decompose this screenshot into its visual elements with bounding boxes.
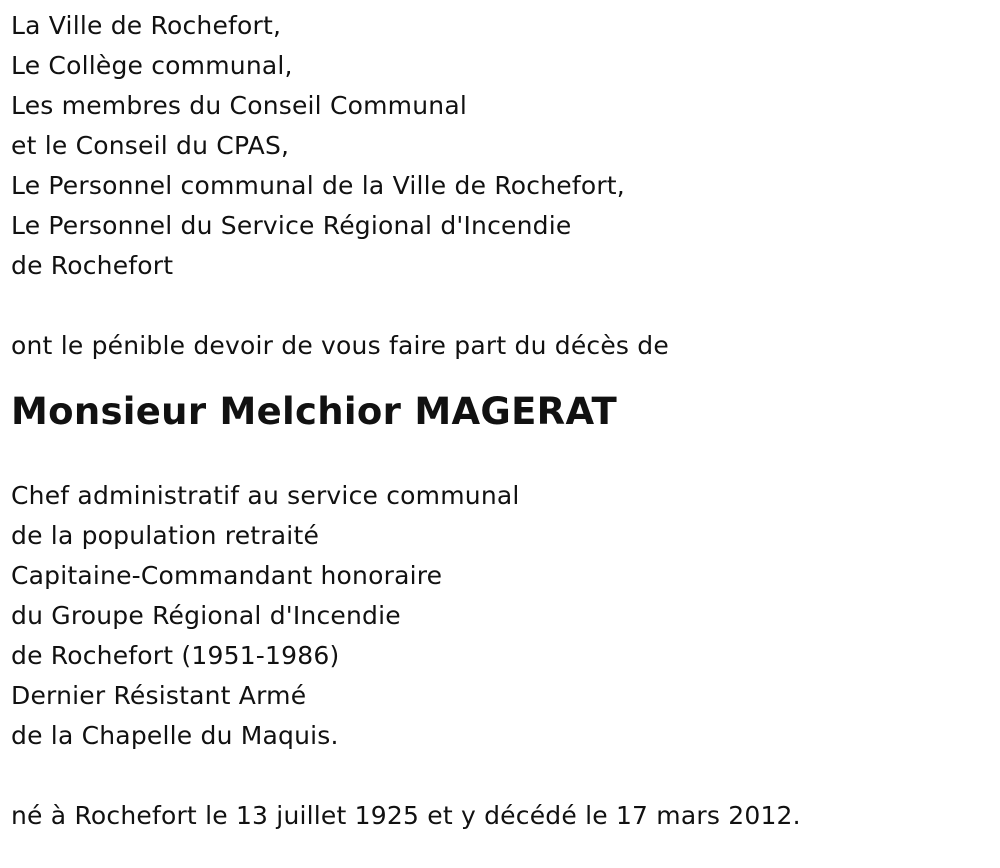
sender-line: Les membres du Conseil Communal	[11, 91, 467, 120]
titles-block	[11, 476, 991, 756]
title-line: Chef administratif au service communal	[11, 481, 520, 510]
sender-line: de Rochefort	[11, 251, 174, 280]
sender-line: Le Personnel communal de la Ville de Rochefort,	[11, 171, 625, 200]
sender-line: Le Collège communal,	[11, 51, 293, 80]
spacer	[11, 756, 991, 796]
deceased-name: Monsieur Melchior MAGERAT	[11, 390, 618, 433]
sender-line: La Ville de Rochefort,	[11, 11, 282, 40]
sender-line: et le Conseil du CPAS,	[11, 131, 290, 160]
title-line: Dernier Résistant Armé	[11, 681, 307, 710]
spacer	[11, 286, 991, 326]
birth-death-text: né à Rochefort le 13 juillet 1925 et y décédé le 17 mars 2012.	[11, 801, 801, 830]
title-line: de la Chapelle du Maquis.	[11, 721, 339, 750]
title-line: de Rochefort (1951-1986)	[11, 641, 340, 670]
deceased-name-block	[11, 388, 991, 476]
title-line: Capitaine-Commandant honoraire	[11, 561, 443, 590]
announcement-text: ont le pénible devoir de vous faire part du décès de	[11, 331, 669, 360]
senders-block	[11, 6, 991, 286]
title-line: du Groupe Régional d'Incendie	[11, 601, 401, 630]
obituary-notice	[11, 6, 991, 836]
sender-line: Le Personnel du Service Régional d'Incendie	[11, 211, 572, 240]
title-line: de la population retraité	[11, 521, 320, 550]
